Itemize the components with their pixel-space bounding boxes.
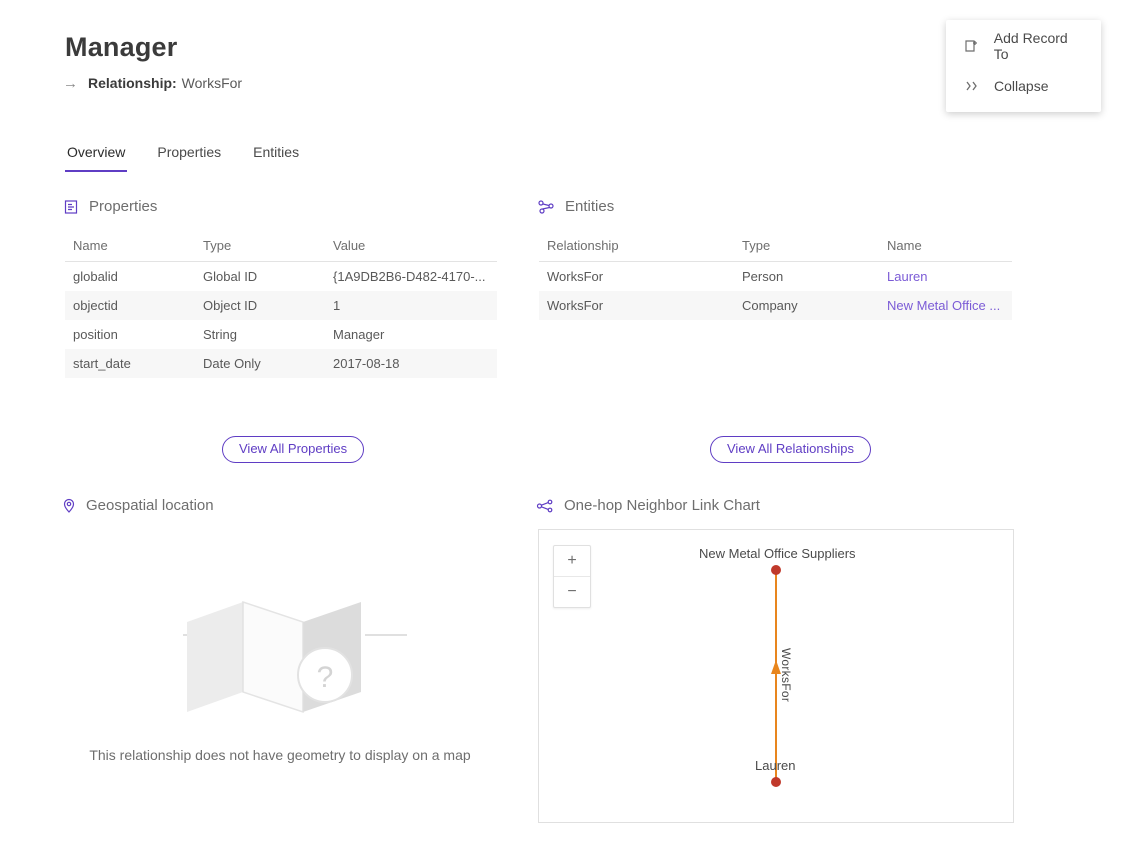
tab-properties[interactable]: Properties [157, 144, 222, 160]
table-row[interactable] [539, 262, 1012, 292]
entities-table [539, 232, 1012, 320]
cell-name [879, 262, 1012, 292]
column-header-type: Type [195, 232, 325, 262]
subtitle-label: Relationship: [88, 75, 177, 91]
tab-entities[interactable]: Entities [253, 144, 300, 160]
table-header-row [65, 232, 497, 262]
view-all-relationships-button[interactable]: View All Relationships [710, 436, 871, 463]
cell-value: {1A9DB2B6-D482-4170-... [333, 269, 486, 284]
entity-link[interactable]: New Metal Office ... [887, 298, 1001, 313]
breadcrumb [63, 75, 242, 92]
view-all-properties-button[interactable]: View All Properties [222, 436, 364, 463]
svg-text:?: ? [316, 661, 334, 694]
zoom-in-button[interactable]: + [554, 546, 590, 577]
add-record-icon [962, 38, 982, 54]
arrow-right-icon: → [63, 75, 78, 92]
table-row[interactable] [65, 320, 497, 349]
context-menu [946, 20, 1101, 112]
column-header-value: Value [325, 232, 497, 262]
properties-title: Properties [89, 198, 158, 215]
menu-item-label: Add Record To [993, 30, 1068, 62]
table-header-row [539, 232, 1012, 262]
entities-title: Entities [565, 198, 615, 215]
menu-item-label: Collapse [994, 78, 1049, 94]
column-header-relationship: Relationship [539, 232, 734, 262]
properties-icon [63, 199, 79, 215]
cell-relationship: WorksFor [539, 291, 734, 320]
properties-section-header [63, 198, 157, 215]
node-label-company: New Metal Office Suppliers [699, 546, 856, 561]
node-label-person: Lauren [755, 758, 796, 773]
menu-item-add-record-to[interactable] [946, 26, 1101, 66]
cell-value: 2017-08-18 [325, 349, 497, 378]
cell-type: Person [742, 269, 784, 284]
location-pin-icon [62, 498, 76, 514]
link-chart-section-header [536, 497, 760, 514]
geospatial-section-header [62, 497, 214, 514]
entity-link[interactable]: Lauren [887, 269, 928, 284]
cell-type: String [203, 327, 237, 342]
cell-type: Company [734, 291, 879, 320]
cell-value: Manager [333, 327, 385, 342]
subtitle-value: WorksFor [181, 75, 243, 91]
cell-name: globalid [73, 269, 118, 284]
column-header-name: Name [879, 232, 1012, 262]
table-row[interactable] [539, 291, 1012, 320]
cell-value: 1 [325, 291, 497, 320]
edge-label-worksfor: WorksFor [779, 648, 793, 703]
cell-type: Global ID [203, 269, 258, 284]
cell-name: start_date [65, 349, 195, 378]
link-chart-title: One-hop Neighbor Link Chart [564, 497, 760, 514]
entities-section-header [537, 198, 614, 215]
link-chart-graph [539, 530, 1013, 822]
table-row[interactable] [65, 291, 497, 320]
link-chart-canvas[interactable] [538, 529, 1014, 823]
cell-name: objectid [65, 291, 195, 320]
table-row[interactable] [65, 262, 497, 292]
tab-bar [65, 140, 301, 172]
map-empty-message: This relationship does not have geometry to display on a map [89, 747, 471, 763]
map-empty-illustration [65, 530, 495, 780]
link-chart-icon [536, 498, 554, 514]
cell-type: Date Only [195, 349, 325, 378]
cell-type: Object ID [195, 291, 325, 320]
collapse-icon [962, 78, 982, 94]
tab-overview[interactable]: Overview [65, 140, 127, 172]
entities-icon [537, 199, 555, 215]
zoom-out-button[interactable]: − [567, 583, 577, 600]
cell-name: position [73, 327, 118, 342]
cell-relationship: WorksFor [547, 269, 604, 284]
cell-name [879, 291, 1012, 320]
column-header-name: Name [65, 232, 195, 262]
table-row[interactable] [65, 349, 497, 378]
properties-table [65, 232, 497, 378]
geospatial-title: Geospatial location [86, 497, 214, 514]
menu-item-collapse[interactable] [946, 66, 1101, 106]
column-header-type: Type [734, 232, 879, 262]
page-title: Manager [65, 32, 178, 62]
